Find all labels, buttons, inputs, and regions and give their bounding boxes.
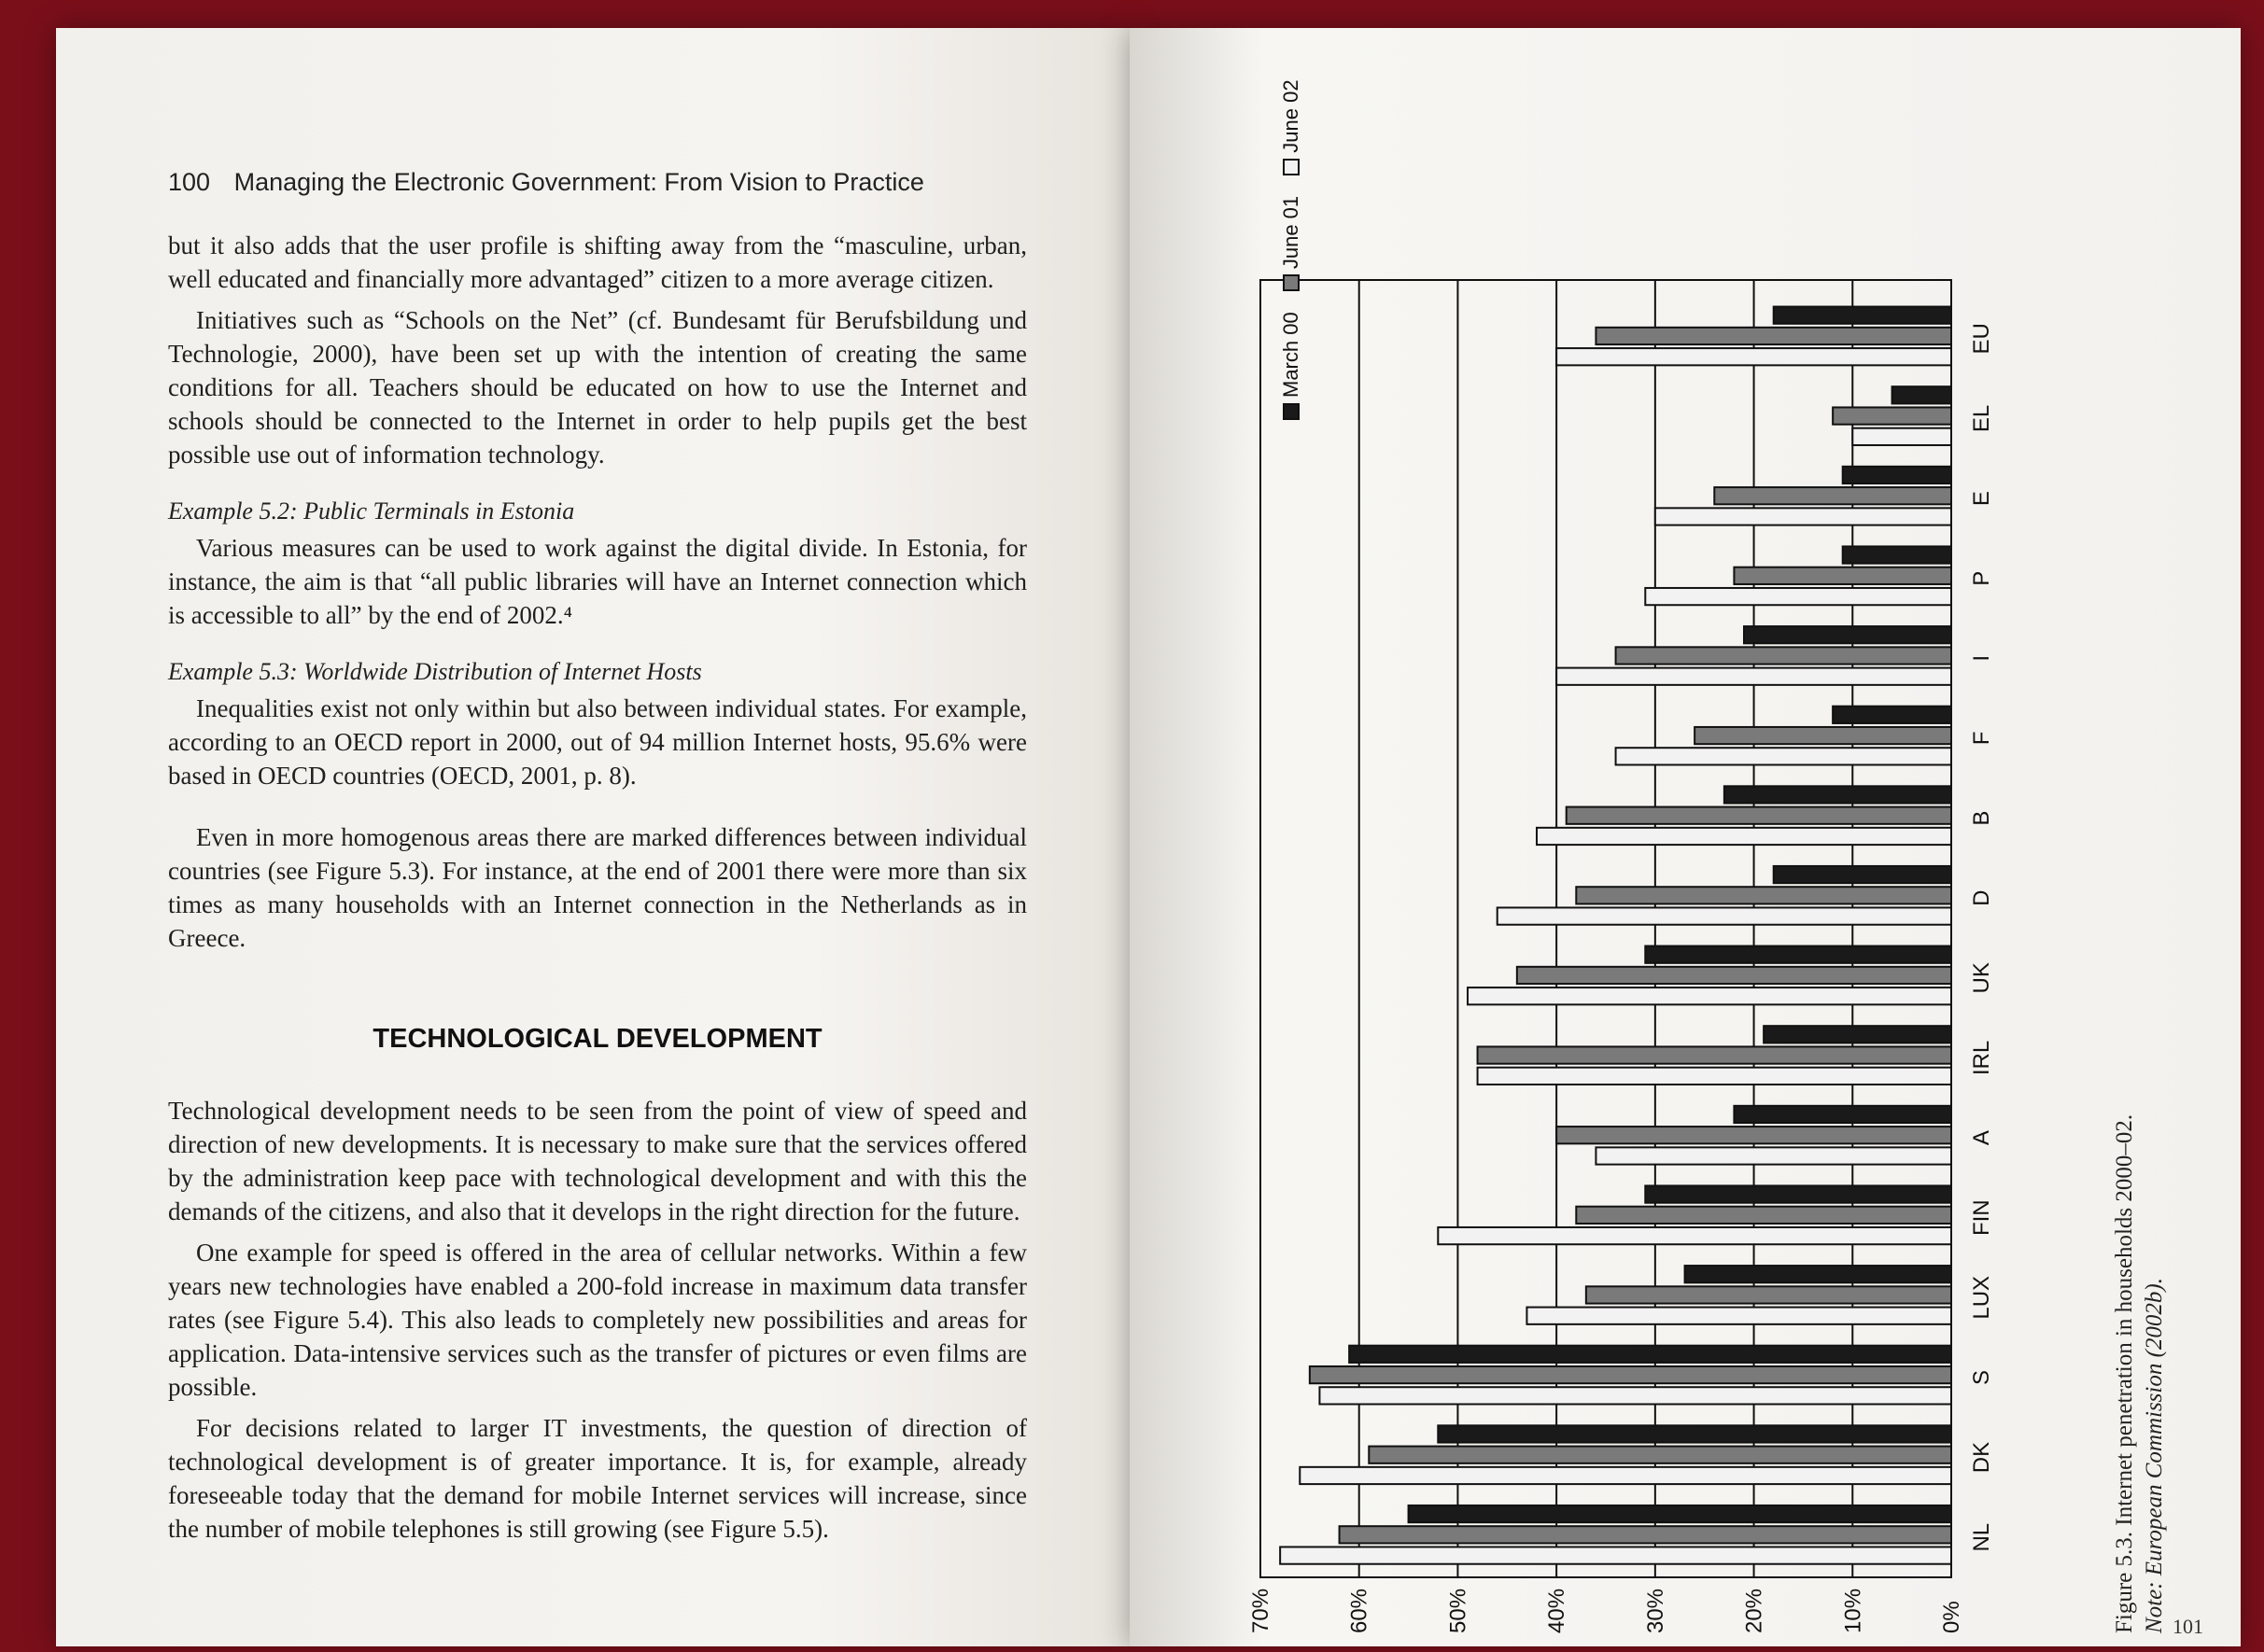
- bar: [1694, 727, 1951, 744]
- paragraph-tech-dev-3: For decisions related to larger IT investments, the question of direction of technological development is of greater importance. It is, for example, already foreseeable today that the demand for mobile Internet services will increase, since the number of mobile telephones is still growing (see Figure 5.5).: [168, 1414, 1027, 1543]
- legend-label-june-01: June 01: [1279, 195, 1302, 270]
- bar: [1586, 1286, 1951, 1303]
- category-label: E: [1969, 491, 1994, 507]
- bar: [1349, 1346, 1951, 1363]
- category-label: UK: [1969, 962, 1994, 994]
- bar: [1310, 1366, 1951, 1383]
- bar: [1576, 1207, 1951, 1224]
- bar: [1596, 1147, 1951, 1164]
- bar: [1843, 467, 1951, 483]
- page-number: 100: [168, 168, 211, 196]
- bar: [1764, 1026, 1951, 1043]
- book-spread: [56, 28, 2241, 1646]
- example-5-3-title: Example 5.3: Worldwide Distribution of Internet Hosts: [168, 658, 702, 685]
- bar: [1616, 647, 1951, 664]
- tick-label: 30%: [1642, 1588, 1668, 1633]
- bar: [1892, 386, 1951, 403]
- category-label: F: [1969, 731, 1994, 746]
- category-label: A: [1969, 1130, 1994, 1146]
- bar: [1774, 307, 1951, 324]
- legend-item-june-02: [1279, 79, 1303, 175]
- bar: [1576, 887, 1951, 903]
- tick-label: 0%: [1939, 1601, 1964, 1633]
- category-label: NL: [1969, 1522, 1994, 1552]
- bar: [1468, 987, 1951, 1004]
- tick-label: 20%: [1741, 1588, 1767, 1633]
- category-label: DK: [1969, 1441, 1994, 1474]
- paragraph-schools-on-net: Initiatives such as “Schools on the Net” (cf. Bundesamt für Berufsbildung und Technologie, 2000), have been set up with the intention of creating the same conditions for all. Teachers should be educated on how to use the Internet and schools should be connected to the Internet in order to help pupils get the best possible use out of information technology.: [168, 306, 1027, 469]
- example-5-3-text: Inequalities exist not only within but also between individual states. For example, according to an OECD report in 2000, out of 94 million Internet hosts, 95.6% were based in OECD countries (OECD, 2001, p. 8).: [168, 694, 1027, 790]
- category-label: D: [1969, 889, 1994, 906]
- bar: [1734, 1106, 1951, 1123]
- bar: [1645, 1185, 1951, 1202]
- legend-swatch-june-02: [1283, 159, 1300, 175]
- right-page: [1130, 28, 2241, 1646]
- figure-caption: [2110, 793, 2170, 1633]
- figure-caption-title: Figure 5.3. Internet penetration in households 2000–02.: [2112, 1113, 2137, 1633]
- bar: [1645, 588, 1951, 605]
- tick-label: 40%: [1544, 1588, 1570, 1633]
- bar: [1685, 1266, 1951, 1282]
- example-5-2-title: Example 5.2: Public Terminals in Estonia: [168, 497, 575, 525]
- bar: [1774, 866, 1951, 883]
- bar: [1280, 1547, 1951, 1563]
- bar: [1852, 428, 1951, 445]
- bar: [1537, 828, 1951, 845]
- running-title: Managing the Electronic Government: From Vision to Practice: [233, 168, 924, 196]
- bar: [1340, 1526, 1951, 1543]
- figure-caption-note: Note: European Commission (2002b).: [2142, 1278, 2167, 1633]
- bar: [1556, 348, 1951, 365]
- category-label: IRL: [1969, 1040, 1994, 1076]
- tick-label: 60%: [1346, 1588, 1372, 1633]
- bar: [1438, 1227, 1951, 1244]
- legend-swatch-june-01: [1283, 274, 1300, 291]
- category-label: EL: [1969, 404, 1994, 433]
- bar: [1734, 567, 1951, 584]
- bar: [1556, 668, 1951, 685]
- section-heading: TECHNOLOGICAL DEVELOPMENT: [373, 1024, 823, 1054]
- category-label: FIN: [1969, 1199, 1994, 1237]
- internet-penetration-chart: [1186, 65, 2082, 1652]
- bar: [1478, 1046, 1951, 1063]
- bar: [1369, 1447, 1951, 1463]
- bar: [1833, 707, 1951, 723]
- example-5-2-text: Various measures can be used to work against the digital divide. In Estonia, for instance, the aim is that “all public libraries will have an Internet connection which is accessible to all” by the end of 2002.⁴: [168, 534, 1027, 629]
- bar: [1616, 748, 1951, 764]
- tick-label: 70%: [1248, 1588, 1273, 1633]
- bar: [1300, 1467, 1951, 1484]
- paragraph-homogenous-areas: Even in more homogenous areas there are marked differences between individual countries (see Figure 5.3). For instance, at the end of 2001 there were more than six times as many households with an Internet connection in the Netherlands as in Greece.: [168, 823, 1027, 952]
- legend-item-march-00: [1279, 312, 1303, 420]
- paragraph-user-profile: but it also adds that the user profile is shifting away from the “masculine, urban, well educated and financially more advantaged” citizen to a more average citizen.: [168, 231, 1027, 293]
- left-page: [56, 28, 1130, 1646]
- bar: [1724, 786, 1951, 803]
- bar: [1596, 328, 1951, 344]
- category-label: I: [1969, 654, 1994, 662]
- bar: [1319, 1387, 1951, 1404]
- chart-legend: [1279, 79, 1316, 420]
- bar: [1517, 967, 1951, 984]
- legend-swatch-march-00: [1283, 403, 1300, 420]
- bar: [1526, 1308, 1951, 1324]
- tick-label: 10%: [1840, 1588, 1866, 1633]
- bar: [1409, 1505, 1951, 1522]
- category-label: LUX: [1969, 1275, 1994, 1320]
- bar: [1645, 946, 1951, 963]
- category-label: B: [1969, 810, 1994, 826]
- bar: [1843, 546, 1951, 563]
- category-label: S: [1969, 1369, 1994, 1385]
- bar: [1438, 1425, 1951, 1442]
- category-label: EU: [1969, 323, 1994, 355]
- paragraph-tech-dev-1: Technological development needs to be seen from the point of view of speed and direction of new developments. It is necessary to make sure that the services offered by the administration keep pace with technological development and with this the demands of the citizens, and also that it develops in the right direction for the future.: [168, 1097, 1027, 1225]
- bar: [1498, 907, 1951, 924]
- bar: [1744, 626, 1951, 643]
- right-page-number: 101: [2173, 1615, 2203, 1638]
- category-label: P: [1969, 570, 1994, 586]
- legend-label-june-02: June 02: [1279, 79, 1302, 153]
- legend-item-june-01: [1279, 196, 1303, 291]
- bar: [1714, 487, 1951, 504]
- legend-label-march-00: March 00: [1279, 312, 1302, 398]
- bar: [1556, 1127, 1951, 1143]
- bar: [1567, 807, 1951, 824]
- bar: [1655, 508, 1951, 525]
- paragraph-tech-dev-2: One example for speed is offered in the area of cellular networks. Within a few years new technologies have enabled a 200-fold increase in maximum data transfer rates (see Figure 5.4). This also leads to completely new possibilities and areas for application. Data-intensive services such as the transfer of pictures or even films are possible.: [168, 1239, 1027, 1401]
- bar: [1478, 1068, 1951, 1085]
- tick-label: 50%: [1445, 1588, 1471, 1633]
- running-head: [168, 168, 1027, 197]
- bar: [1833, 407, 1951, 424]
